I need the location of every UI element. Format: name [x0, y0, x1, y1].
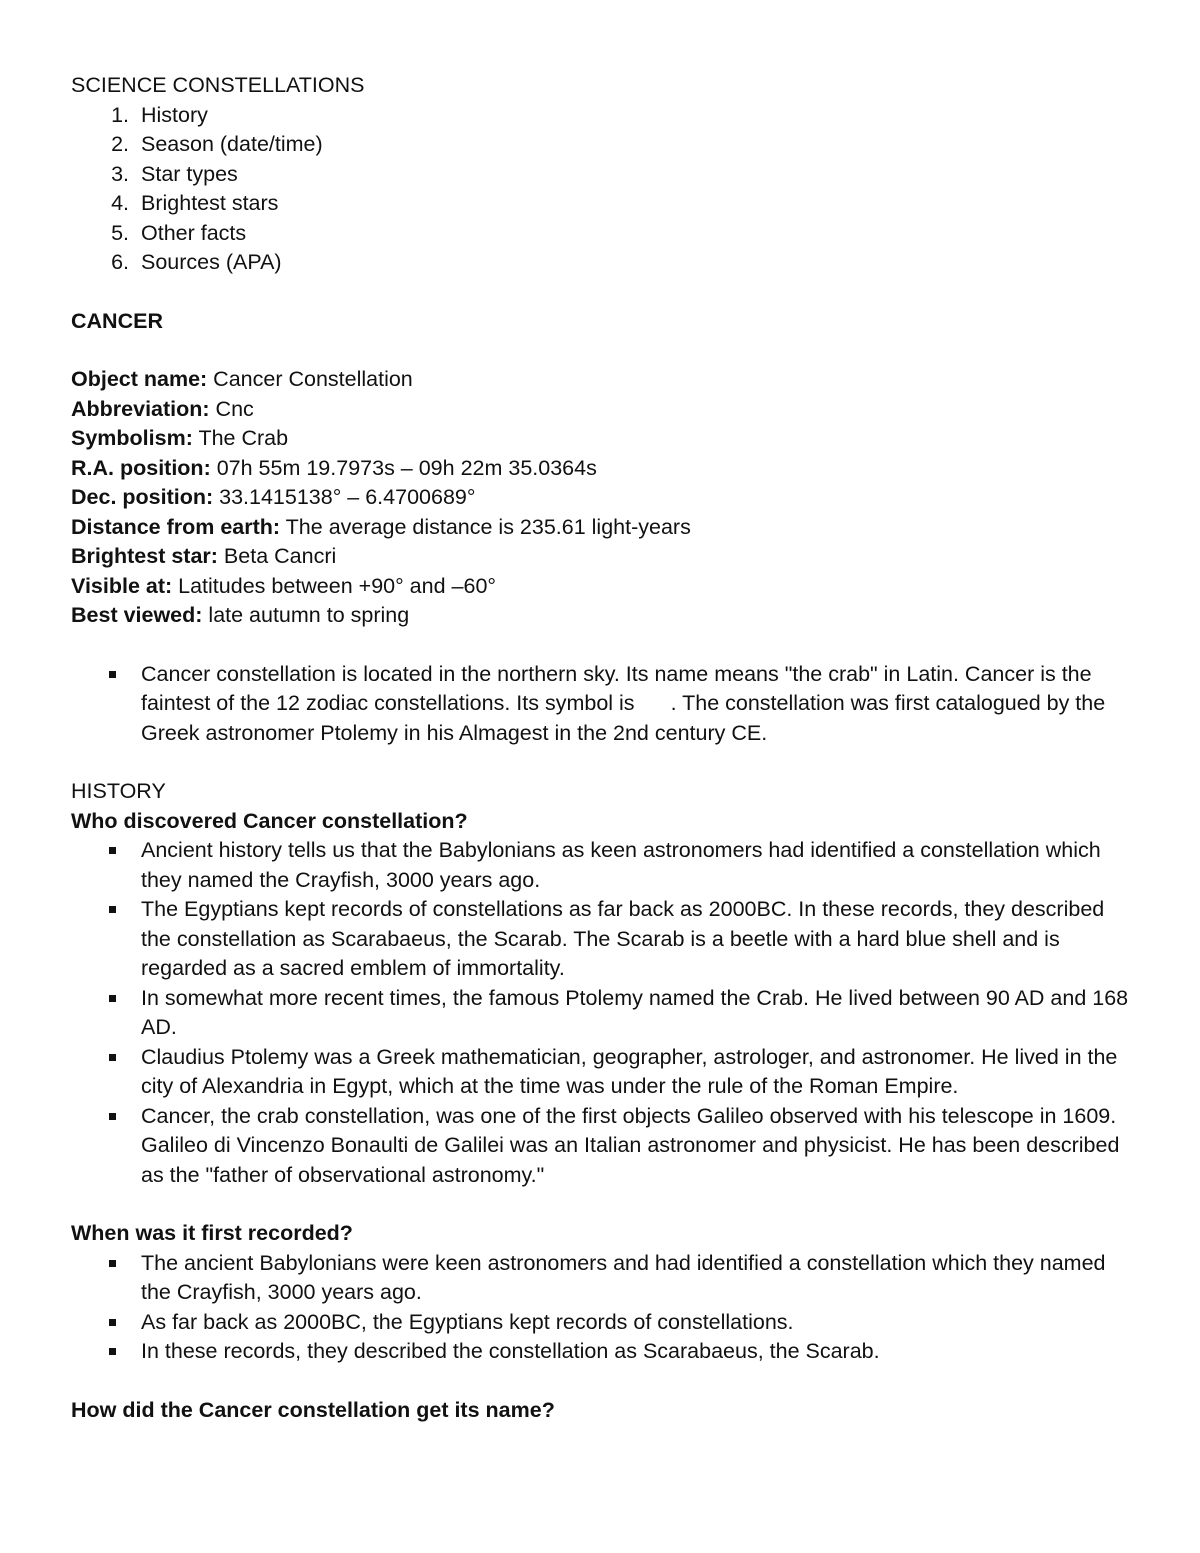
topic-number: 3.: [111, 161, 129, 186]
topic-number: 6.: [111, 250, 129, 274]
topic-number: 2.: [111, 132, 129, 156]
fact-dec-position: Dec. position: 33.1415138° – 6.4700689°: [71, 485, 476, 509]
fact-symbolism: Symbolism: The Crab: [71, 426, 289, 450]
fact-abbreviation: Abbreviation: Cnc: [71, 396, 254, 421]
topic-label: History: [141, 102, 208, 127]
section-title-history: HISTORY: [71, 779, 166, 803]
list-item: As far back as 2000BC, the Egyptians kept records of constellations.: [71, 1308, 1131, 1338]
list-item: The Egyptians kept records of constellations as far back as 2000BC. In these records, they described the constellation as Scarabaeus, the Scarab. The Scarab is a beetle with a hard blue shell and is regarded as a sacred emblem of immortality.: [71, 895, 1131, 984]
question-who-discovered: Who discovered Cancer constellation?: [71, 808, 468, 833]
fact-object-name: Object name: Cancer Constellation: [71, 367, 413, 391]
facts-block: [71, 365, 1131, 631]
topic-label: Season (date/time): [141, 132, 323, 156]
section-title-cancer: CANCER: [71, 308, 163, 333]
fact-distance: Distance from earth: The average distance is 235.61 light-years: [71, 514, 691, 539]
list-item: In somewhat more recent times, the famous Ptolemy named the Crab. He lived between 90 AD and 168 AD.: [71, 984, 1131, 1043]
topic-item: [71, 101, 1131, 131]
topics-list: [71, 101, 1131, 278]
recorded-bullets: [71, 1249, 1131, 1367]
document-page: [71, 71, 1131, 1425]
question-first-recorded: When was it first recorded?: [71, 1221, 353, 1245]
topic-number: 4.: [111, 191, 129, 215]
topic-number: 5.: [111, 220, 129, 245]
topic-item: [71, 189, 1131, 219]
fact-best-viewed: Best viewed: late autumn to spring: [71, 603, 410, 627]
fact-brightest-star: Brightest star: Beta Cancri: [71, 544, 337, 568]
list-item: Ancient history tells us that the Babylonians as keen astronomers had identified a constellation which they named the Crayfish, 3000 years ago.: [71, 836, 1131, 895]
intro-list: [71, 660, 1131, 749]
list-item: The ancient Babylonians were keen astronomers and had identified a constellation which they named the Crayfish, 3000 years ago.: [71, 1249, 1131, 1308]
topic-label: Other facts: [141, 220, 247, 245]
question-name-origin: How did the Cancer constellation get its name?: [71, 1397, 555, 1422]
topic-item: [71, 248, 1131, 278]
topic-item: [71, 219, 1131, 249]
intro-paragraph: Cancer constellation is located in the northern sky. Its name means "the crab" in Latin. Cancer is the faintest of the 12 zodiac constellations. Its symbol is . The constellation was first catalogued by the Greek astronomer Ptolemy in his Almagest in the 2nd century CE.: [71, 660, 1131, 749]
discovery-bullets: [71, 836, 1131, 1190]
topic-item: [71, 130, 1131, 160]
topic-number: 1.: [111, 102, 129, 127]
topic-item: [71, 160, 1131, 190]
list-item: Claudius Ptolemy was a Greek mathematician, geographer, astrologer, and astronomer. He lived in the city of Alexandria in Egypt, which at the time was under the rule of the Roman Empire.: [71, 1043, 1131, 1102]
topic-label: Sources (APA): [141, 250, 282, 274]
list-item: Cancer, the crab constellation, was one of the first objects Galileo observed with his telescope in 1609. Galileo di Vincenzo Bonaulti de Galilei was an Italian astronomer and physicist. He has been described as the "father of observational astronomy.": [71, 1102, 1131, 1191]
topic-label: Brightest stars: [141, 191, 279, 215]
topic-label: Star types: [141, 161, 238, 186]
fact-ra-position: R.A. position: 07h 55m 19.7973s – 09h 22m 35.0364s: [71, 455, 597, 480]
list-item: In these records, they described the constellation as Scarabaeus, the Scarab.: [71, 1337, 1131, 1367]
fact-visible-at: Visible at: Latitudes between +90° and –60°: [71, 573, 496, 598]
document-heading: SCIENCE CONSTELLATIONS: [71, 73, 365, 97]
